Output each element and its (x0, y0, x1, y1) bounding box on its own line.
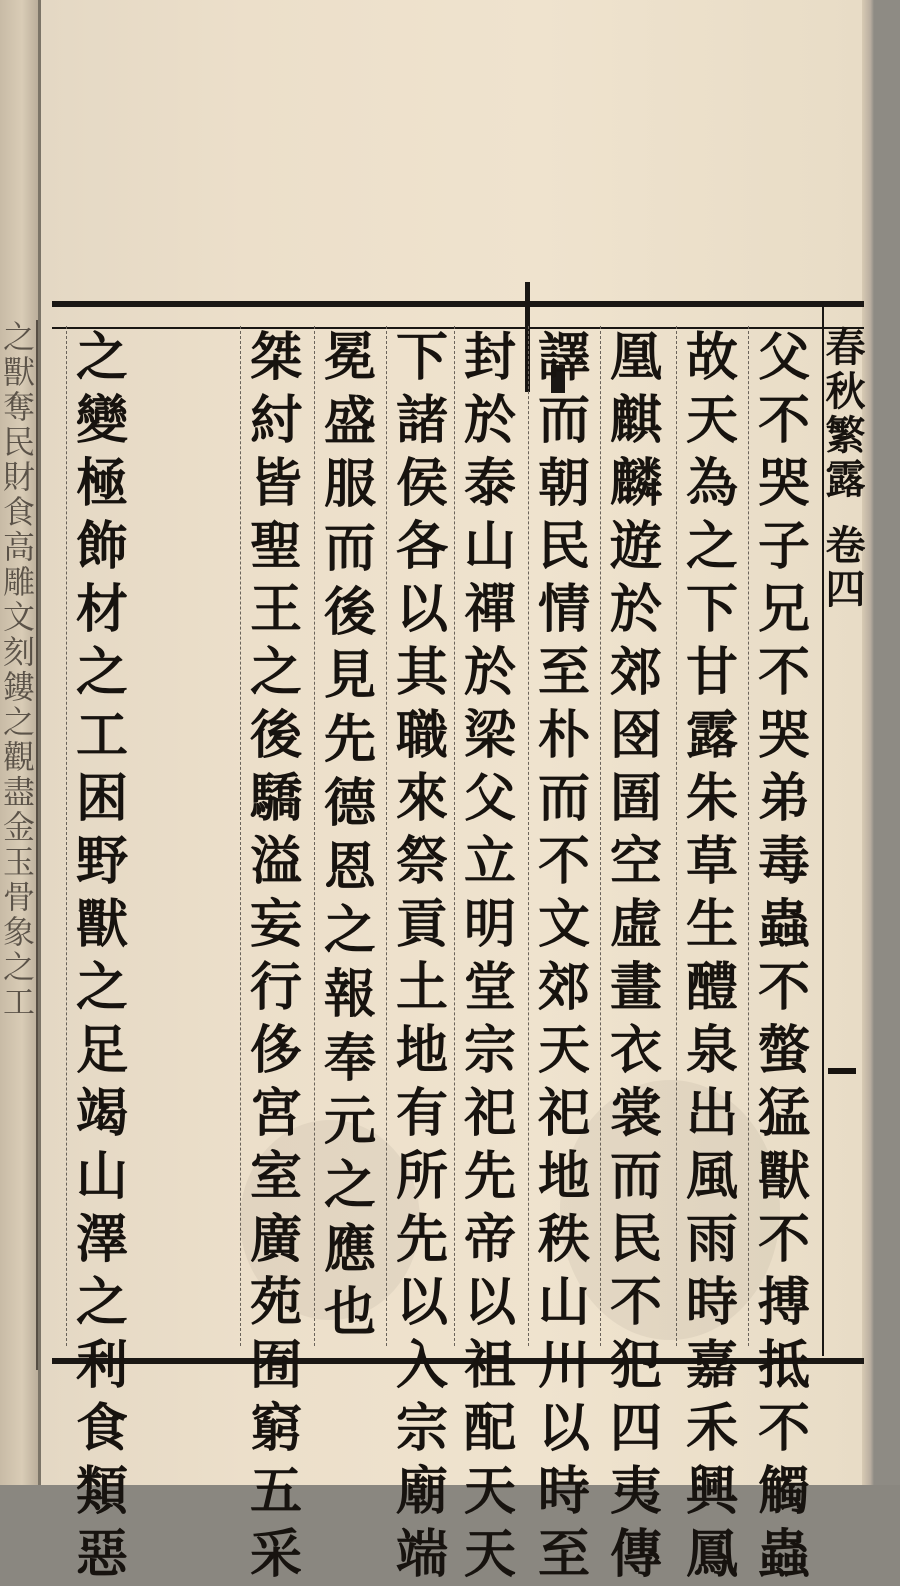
character: 至 (537, 1524, 590, 1585)
character: 地 (537, 1146, 590, 1207)
character: 泉 (685, 1020, 738, 1081)
character: 風 (685, 1146, 738, 1207)
character: 奉 (323, 1027, 376, 1089)
character: 文 (537, 894, 590, 955)
character: 職 (395, 705, 448, 766)
character: 諸 (395, 390, 448, 451)
character: 之 (75, 642, 128, 703)
text-column (314, 326, 385, 1346)
character: 廟 (395, 1461, 448, 1522)
character: 之 (249, 642, 302, 703)
character: 生 (685, 894, 738, 955)
character: 圄 (609, 768, 662, 829)
character: 於 (463, 390, 516, 451)
character: 朴 (537, 705, 590, 766)
character: 飾 (75, 516, 128, 577)
character: 竭 (75, 1083, 128, 1144)
character: 泰 (463, 453, 516, 514)
character: 虛 (609, 894, 662, 955)
character: 犯 (609, 1335, 662, 1396)
character: 服 (323, 454, 376, 516)
character: 貢 (395, 894, 448, 955)
character: 天 (685, 390, 738, 451)
character: 祀 (463, 1083, 516, 1144)
character: 侈 (249, 1020, 302, 1081)
text-column (66, 326, 137, 1585)
character: 之 (323, 900, 376, 962)
character: 囿 (249, 1335, 302, 1396)
book-spine (38, 0, 41, 1485)
character: 工 (2, 983, 35, 1021)
character: 抵 (757, 1335, 810, 1396)
character: 民 (609, 1209, 662, 1270)
character: 變 (75, 390, 128, 451)
character: 以 (395, 579, 448, 640)
character: 朝 (537, 453, 590, 514)
character: 以 (395, 1272, 448, 1333)
character: 高 (2, 528, 35, 566)
character: 桀 (249, 327, 302, 388)
character: 不 (537, 831, 590, 892)
character: 盡 (2, 773, 35, 811)
character: 民 (537, 516, 590, 577)
character: 後 (323, 581, 376, 643)
character: 時 (537, 1461, 590, 1522)
character: 所 (395, 1146, 448, 1207)
character: 采 (249, 1524, 302, 1585)
character: 封 (463, 327, 516, 388)
character: 之 (75, 957, 128, 1018)
character: 食 (75, 1398, 128, 1459)
character: 困 (75, 768, 128, 829)
character: 以 (537, 1398, 590, 1459)
character: 天 (463, 1524, 516, 1585)
character: 哭 (757, 453, 810, 514)
character: 堂 (463, 957, 516, 1018)
character: 工 (75, 705, 128, 766)
character: 川 (537, 1335, 590, 1396)
character: 蟲 (757, 894, 810, 955)
character: 行 (249, 957, 302, 1018)
character: 麟 (609, 453, 662, 514)
character: 聖 (249, 516, 302, 577)
character: 野 (75, 831, 128, 892)
character: 囹 (609, 705, 662, 766)
text-column (386, 326, 457, 1585)
character: 苑 (249, 1272, 302, 1333)
character: 材 (75, 579, 128, 640)
character: 先 (395, 1209, 448, 1270)
character: 不 (609, 1272, 662, 1333)
left-page-text-fragment (2, 320, 38, 1370)
character: 下 (685, 579, 738, 640)
character: 為 (685, 453, 738, 514)
character: 金 (2, 808, 35, 846)
character: 出 (685, 1083, 738, 1144)
character: 獸 (757, 1146, 810, 1207)
character: 而 (537, 768, 590, 829)
text-column (240, 326, 311, 1585)
character: 立 (463, 831, 516, 892)
character: 草 (685, 831, 738, 892)
character: 兄 (757, 579, 810, 640)
character: 山 (75, 1146, 128, 1207)
character: 而 (537, 390, 590, 451)
character: 情 (537, 579, 590, 640)
character: 郊 (537, 957, 590, 1018)
character: 時 (685, 1272, 738, 1333)
character: 入 (395, 1335, 448, 1396)
character: 也 (323, 1282, 376, 1344)
character: 之 (323, 1154, 376, 1216)
character: 足 (75, 1020, 128, 1081)
character: 興 (685, 1461, 738, 1522)
character: 之 (2, 948, 35, 986)
character: 搏 (757, 1272, 810, 1333)
character: 子 (757, 516, 810, 577)
character: 至 (537, 642, 590, 703)
character: 梁 (463, 705, 516, 766)
character: 侯 (395, 453, 448, 514)
character: 玉 (2, 843, 35, 881)
character: 觀 (2, 738, 35, 776)
character: 妄 (249, 894, 302, 955)
character: 之 (2, 318, 35, 356)
character: 蟲 (757, 1524, 810, 1585)
character: 不 (757, 390, 810, 451)
character: 天 (463, 1461, 516, 1522)
character: 冕 (323, 327, 376, 388)
character: 以 (463, 1272, 516, 1333)
character: 凰 (609, 327, 662, 388)
character: 帝 (463, 1209, 516, 1270)
character: 而 (609, 1146, 662, 1207)
character: 窮 (249, 1398, 302, 1459)
character: 食 (2, 493, 35, 531)
character: 各 (395, 516, 448, 577)
character: 父 (463, 768, 516, 829)
folio-number-mark (828, 1068, 856, 1074)
character: 雕 (2, 563, 35, 601)
character: 五 (249, 1461, 302, 1522)
character: 禪 (463, 579, 516, 640)
character: 地 (395, 1020, 448, 1081)
character: 宗 (463, 1020, 516, 1081)
character: 之 (75, 327, 128, 388)
character: 之 (685, 516, 738, 577)
character: 螫 (757, 1020, 810, 1081)
character: 猛 (757, 1083, 810, 1144)
chapter-label: 卷四 (819, 524, 866, 612)
character: 不 (757, 642, 810, 703)
character: 山 (537, 1272, 590, 1333)
character: 刻 (2, 633, 35, 671)
character: 下 (395, 327, 448, 388)
character: 不 (757, 1209, 810, 1270)
character: 廣 (249, 1209, 302, 1270)
character: 見 (323, 645, 376, 707)
character: 民 (2, 423, 35, 461)
character: 恩 (323, 836, 376, 898)
character: 室 (249, 1146, 302, 1207)
character: 傳 (609, 1524, 662, 1585)
character: 應 (323, 1218, 376, 1280)
character: 毒 (757, 831, 810, 892)
character: 裳 (609, 1083, 662, 1144)
text-column (454, 326, 525, 1585)
character: 皆 (249, 453, 302, 514)
margin-heading (819, 320, 866, 1350)
character: 先 (463, 1146, 516, 1207)
character: 宮 (249, 1083, 302, 1144)
character: 衣 (609, 1020, 662, 1081)
character: 麒 (609, 390, 662, 451)
character: 天 (537, 1020, 590, 1081)
character: 財 (2, 458, 35, 496)
text-column (748, 326, 819, 1585)
character: 朱 (685, 768, 738, 829)
character: 禾 (685, 1398, 738, 1459)
book-title: 春秋繁露 (819, 326, 866, 502)
character: 夷 (609, 1461, 662, 1522)
character: 象 (2, 913, 35, 951)
character: 澤 (75, 1209, 128, 1270)
character: 配 (463, 1398, 516, 1459)
character: 父 (757, 327, 810, 388)
character: 弟 (757, 768, 810, 829)
character: 嘉 (685, 1335, 738, 1396)
character: 德 (323, 772, 376, 834)
character: 骨 (2, 878, 35, 916)
character: 宗 (395, 1398, 448, 1459)
character: 甘 (685, 642, 738, 703)
character: 土 (395, 957, 448, 1018)
character: 不 (757, 957, 810, 1018)
character: 利 (75, 1335, 128, 1396)
character: 於 (463, 642, 516, 703)
text-column (528, 326, 599, 1585)
character: 驕 (249, 768, 302, 829)
character: 空 (609, 831, 662, 892)
character: 紂 (249, 390, 302, 451)
text-column (676, 326, 747, 1585)
character: 盛 (323, 390, 376, 452)
character: 譯 (537, 327, 590, 388)
character: 不 (757, 1398, 810, 1459)
character: 醴 (685, 957, 738, 1018)
character: 祀 (537, 1083, 590, 1144)
character: 端 (395, 1524, 448, 1585)
character: 之 (75, 1272, 128, 1333)
character: 郊 (609, 642, 662, 703)
character: 雨 (685, 1209, 738, 1270)
character: 觸 (757, 1461, 810, 1522)
character: 山 (463, 516, 516, 577)
character: 溢 (249, 831, 302, 892)
character: 報 (323, 963, 376, 1025)
character: 祖 (463, 1335, 516, 1396)
character: 類 (75, 1461, 128, 1522)
frame-top-border (52, 301, 864, 329)
character: 其 (395, 642, 448, 703)
character: 奪 (2, 388, 35, 426)
character: 鏤 (2, 668, 35, 706)
character: 祭 (395, 831, 448, 892)
character: 於 (609, 579, 662, 640)
character: 四 (609, 1398, 662, 1459)
character: 元 (323, 1091, 376, 1153)
character: 獸 (2, 353, 35, 391)
character: 畫 (609, 957, 662, 1018)
character: 王 (249, 579, 302, 640)
character: 秩 (537, 1209, 590, 1270)
character: 鳳 (685, 1524, 738, 1585)
character: 而 (323, 518, 376, 580)
character: 後 (249, 705, 302, 766)
character: 明 (463, 894, 516, 955)
character: 來 (395, 768, 448, 829)
character: 有 (395, 1083, 448, 1144)
character: 惡 (75, 1524, 128, 1585)
character: 文 (2, 598, 35, 636)
character: 之 (2, 703, 35, 741)
character: 先 (323, 709, 376, 771)
character: 極 (75, 453, 128, 514)
character: 故 (685, 327, 738, 388)
character: 哭 (757, 705, 810, 766)
character: 獸 (75, 894, 128, 955)
character: 遊 (609, 516, 662, 577)
text-column (600, 326, 671, 1585)
character: 露 (685, 705, 738, 766)
